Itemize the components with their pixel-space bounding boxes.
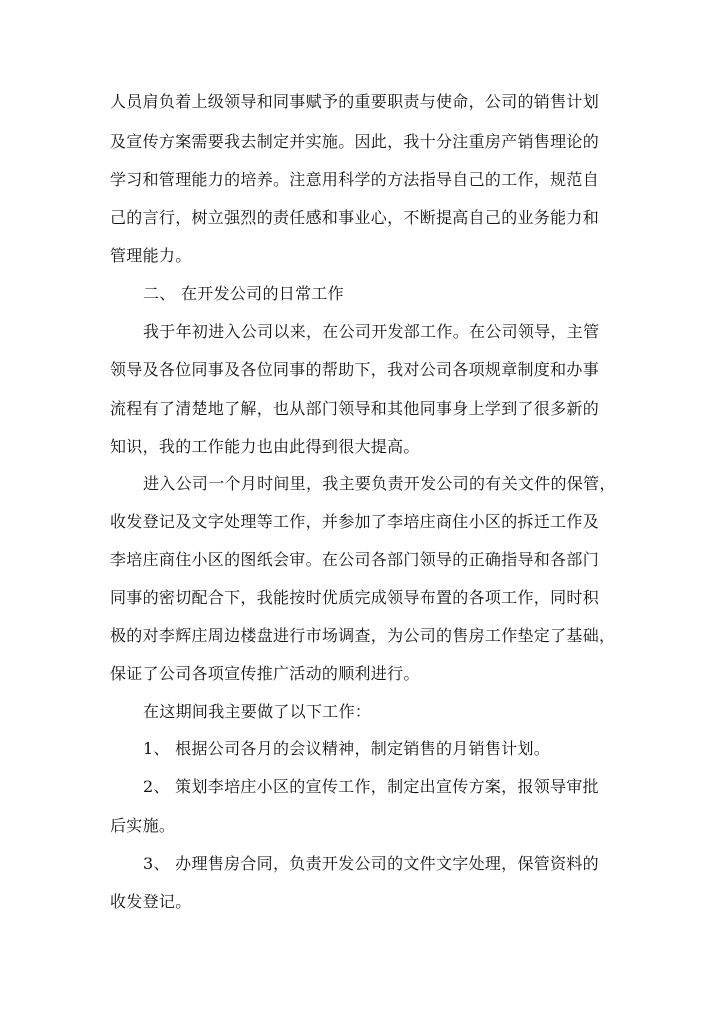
- text-line-14: 同事的密切配合下，我能按时优质完成领导布置的各项工作，同时积: [110, 588, 600, 607]
- text-line-15: 极的对李辉庄周边楼盘进行市场调查，为公司的售房工作垫定了基础，: [110, 626, 616, 645]
- text-line-17: 在这期间我主要做了以下工作：: [143, 702, 372, 721]
- list-item-3-cont: 收发登记。: [110, 892, 192, 911]
- text-line-16: 保证了公司各项宣传推广活动的顺利进行。: [110, 664, 420, 683]
- list-item-3: 3、 办理售房合同，负责开发公司的文件文字处理，保管资料的: [143, 854, 599, 873]
- text-line-2: 及宣传方案需要我去制定并实施。因此，我十分注重房产销售理论的: [110, 132, 600, 151]
- text-line-4: 己的言行，树立强烈的责任感和事业心，不断提高自己的业务能力和: [110, 208, 600, 227]
- text-line-9: 流程有了清楚地了解，也从部门领导和其他同事身上学到了很多新的: [110, 399, 600, 418]
- list-item-2: 2、 策划李培庄小区的宣传工作，制定出宣传方案，报领导审批: [143, 777, 599, 796]
- text-line-13: 李培庄商住小区的图纸会审。在公司各部门领导的正确指导和各部门: [110, 550, 600, 569]
- text-line-7: 我于年初进入公司以来，在公司开发部工作。在公司领导，主管: [143, 322, 600, 341]
- text-line-1: 人员肩负着上级领导和同事赋予的重要职责与使命，公司的销售计划: [110, 92, 600, 111]
- list-item-1: 1、 根据公司各月的会议精神，制定销售的月销售计划。: [143, 739, 551, 758]
- text-line-5: 管理能力。: [110, 246, 192, 265]
- text-line-11: 进入公司一个月时间里，我主要负责开发公司的有关文件的保管，: [143, 474, 616, 493]
- text-line-8: 领导及各位同事及各位同事的帮助下，我对公司各项规章制度和办事: [110, 360, 600, 379]
- text-line-12: 收发登记及文字处理等工作，并参加了李培庄商住小区的拆迁工作及: [110, 512, 600, 531]
- text-line-10: 知识，我的工作能力也由此得到很大提高。: [110, 437, 420, 456]
- text-line-3: 学习和管理能力的培养。注意用科学的方法指导自己的工作，规范自: [110, 170, 600, 189]
- list-item-2-cont: 后实施。: [110, 816, 176, 835]
- section-heading: 二、 在开发公司的日常工作: [143, 284, 344, 303]
